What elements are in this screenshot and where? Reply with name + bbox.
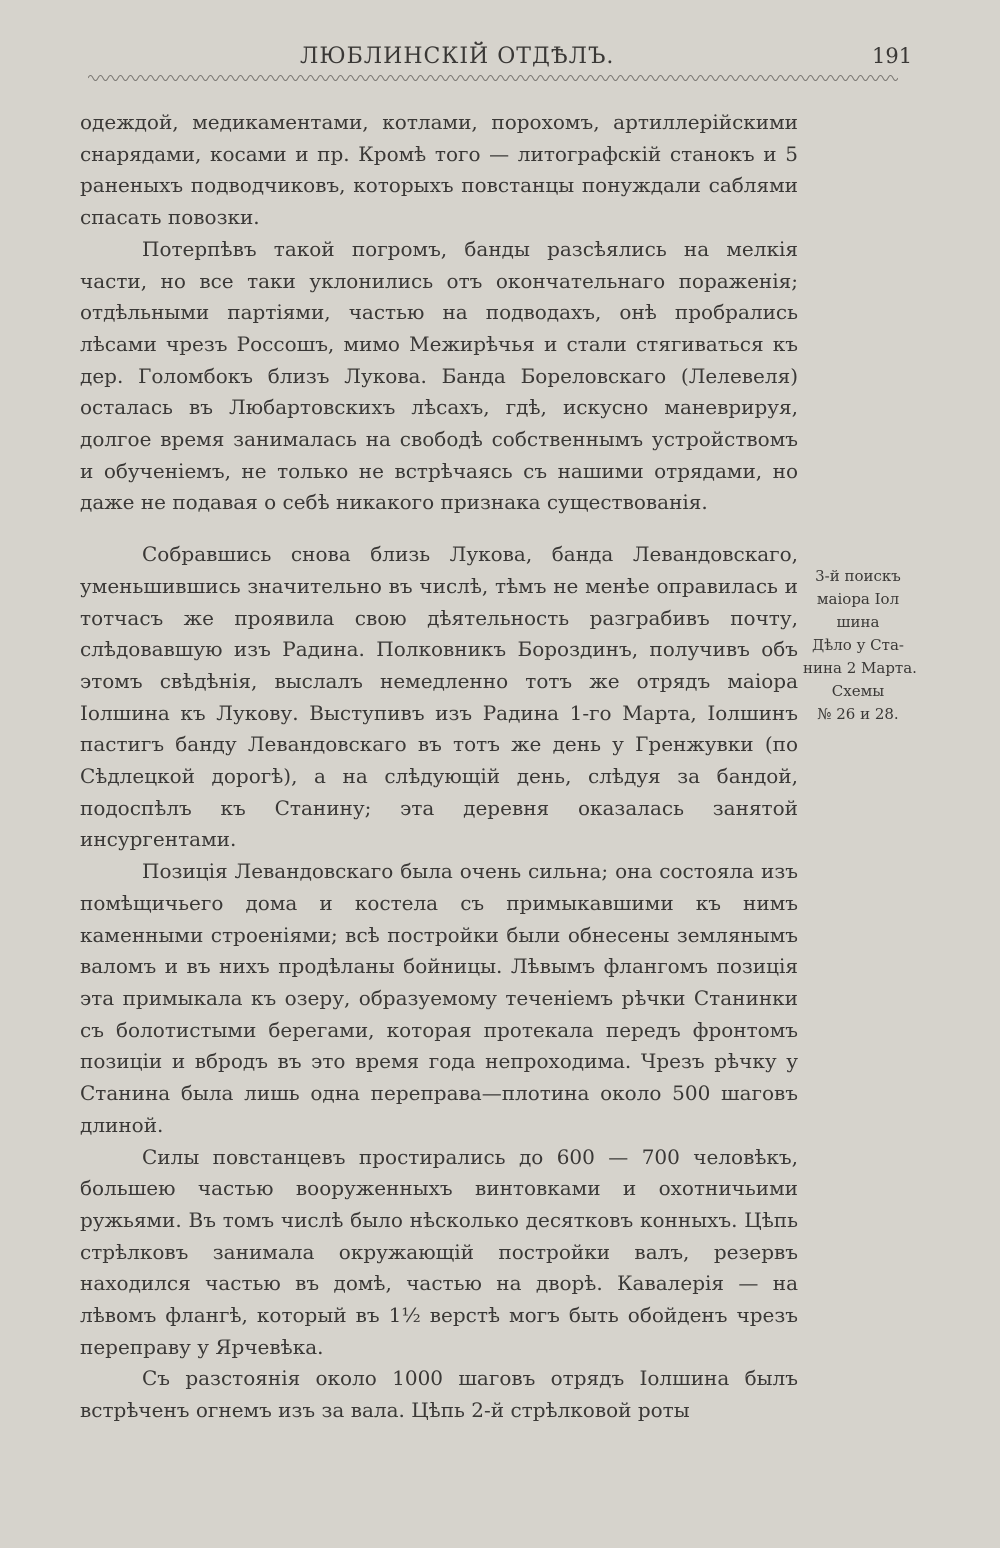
marginal-line: маіора Іол	[816, 590, 900, 608]
paragraph: Съ разстоянія около 1000 шаговъ отрядъ Іолшина былъ встрѣченъ огнемъ изъ за вала. Цѣпь 2-й стрѣлковой роты	[80, 1366, 798, 1423]
paragraph: Силы повстанцевъ простирались до 600 — 700 человѣкъ, большею частью вооруженныхъ винтовками и охотничьими ружьями. Въ томъ числѣ было нѣсколько десятковъ конныхъ. Цѣпь стрѣлковъ занимала окружающій постройки валъ, резервъ находился частью въ домѣ, частью на дворѣ. Кавалерія — на лѣвомъ флангѣ, который въ 1½ верстѣ могъ быть обойденъ чрезъ переправу у Ярчевѣка.	[80, 1144, 798, 1359]
marginal-line: Дѣло у Ста-	[812, 636, 904, 654]
marginal-line: Схемы	[831, 682, 885, 700]
paragraph: Потерпѣвъ такой погромъ, банды разсѣялись на мелкія части, но все таки уклонились отъ окончательнаго пораженія; отдѣльными партіями, частью на подводахъ, онѣ пробрались лѣсами чрезъ Россошъ, мимо Межирѣчья и стали стягиваться къ дер. Голомбокъ близъ Лукова. Банда Бореловскаго (Лелевеля) осталась въ Любартовскихъ лѣсахъ, гдѣ, искусно маневрируя, долгое время занималась на свободѣ собственнымъ устройствомъ и обученіемъ, не только не встрѣчаясь съ нашими отрядами, но даже не подавая о себѣ никакого признака существованія.	[80, 236, 798, 515]
wavy-rule	[88, 72, 898, 84]
marginal-line: нина 2 Марта.	[803, 659, 917, 677]
marginal-line: шина	[836, 613, 880, 631]
page-number: 191	[872, 44, 913, 68]
page-header	[0, 44, 1000, 84]
paragraph: Позиція Левандовскаго была очень сильна; она состояла изъ помѣщичьего дома и костела съ примыкавшими къ нимъ каменными строеніями; всѣ постройки были обнесены землянымъ валомъ и въ нихъ продѣланы бойницы. Лѣвымъ флангомъ позиція эта примыкала къ озеру, образуемому теченіемъ рѣчки Станинки съ болотистыми берегами, которая протекала передъ фронтомъ позиціи и вбродъ въ это время года непроходима. Чрезъ рѣчку у Станина была лишь одна переправа—плотина около 500 шаговъ длиной.	[80, 859, 798, 1137]
running-title: ЛЮБЛИНСКІЙ ОТДѢЛЪ.	[300, 44, 615, 69]
paragraph: Собравшись снова близь Лукова, банда Левандовскаго, уменьшившись значительно въ числѣ, тѣмъ не менѣе оправилась и тотчасъ же проявила свою дѣятельность разграбивъ почту, слѣдовавшую изъ Радина. Полковникъ Бороздинъ, получивъ объ этомъ свѣдѣнія, выслалъ немедленно тотъ же отрядъ маіора Іолшина къ Лукову. Выступивъ изъ Радина 1-го Марта, Іолшинъ пастигъ банду Левандовскаго въ тотъ же день у Гренжувки (по Сѣдлецкой дорогѣ), а на слѣдующій день, слѣдуя за бандой, подоспѣлъ къ Станину; эта деревня оказалась занятой инсургентами.	[80, 542, 798, 852]
marginal-line: № 26 и 28.	[817, 705, 899, 723]
paragraph: одеждой, медикаментами, котлами, порохомъ, артиллерійскими снарядами, косами и пр. Кромѣ того — литографскій станокъ и 5 раненыхъ подводчиковъ, которыхъ повстанцы понуждали саблями спасать повозки.	[80, 110, 798, 230]
body-text	[80, 107, 798, 1427]
marginal-line: 3-й поискъ	[815, 567, 901, 585]
marginal-note	[803, 565, 917, 726]
